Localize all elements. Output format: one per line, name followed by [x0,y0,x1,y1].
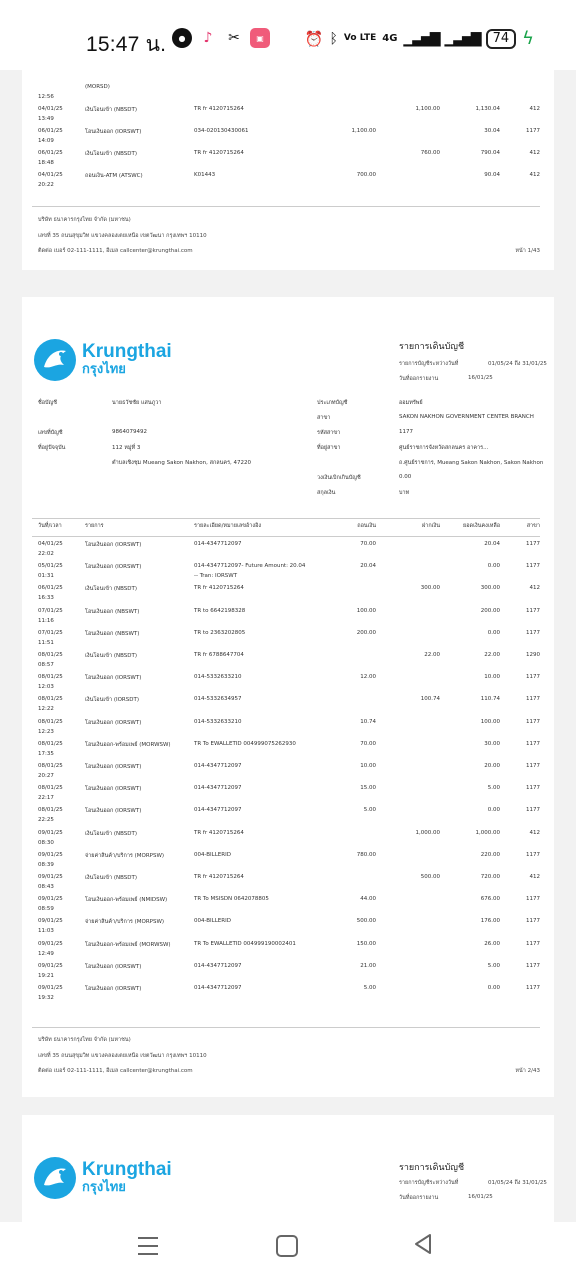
row-debit: 21.00 [360,962,376,969]
row-branch: 412 [529,106,540,112]
col-credit: ฝากเงิน [422,523,440,529]
row-channel: 014-4347712097 [194,785,242,792]
col-balance: ยอดเงินคงเหลือ [463,523,500,529]
footer-address: เลขที่ 35 ถนนสุขุมวิท แขวงคลองเตยเหนือ เขตวัฒนา กรุงเทพฯ 10110 [38,1053,207,1059]
row-debit: 20.04 [360,563,376,570]
row-description: (MORSD) [85,84,110,90]
row-branch: 1177 [526,696,540,703]
row-description: โอนเงินออก (IORSWT) [85,719,142,726]
info-left-label: ชื่อบัญชี [38,400,57,406]
row-channel: 004-BILLERID [194,918,231,925]
row-debit: 44.00 [360,896,376,903]
row-credit: 300.00 [420,585,440,592]
row-date: 08/01/25 [38,696,63,703]
row-description: เงินโอนเข้า (NBSDT) [85,875,137,881]
row-branch: 1177 [526,896,540,903]
footer-address: เลขที่ 35 ถนนสุขุมวิท แขวงคลองเตยเหนือ เขตวัฒนา กรุงเทพฯ 10110 [38,233,207,239]
row-branch: 1177 [526,807,540,814]
signal-strength-icon-2: ▁▃▅▇ [444,30,480,47]
lazada-app-icon: ▣ [250,28,270,48]
row-debit: 150.00 [356,940,376,947]
krungthai-logo [34,339,172,381]
row-description: จ่ายค่าสินค้า/บริการ (MORPSW) [85,852,165,859]
line-app-icon: ● [172,28,192,48]
document-title: รายการเดินบัญชี [399,1163,465,1173]
row-balance: 26.00 [484,940,500,947]
table-row [22,896,554,918]
row-time: 14:09 [38,138,54,144]
row-description: โอนเงินออก (IORSWT) [85,764,142,770]
row-description: โอนเงินออก (NBSWT) [85,608,140,615]
row-channel: TR To EWALLETID 004999190002401 [194,940,296,947]
row-date: 09/01/25 [38,896,63,903]
statement-page-3 [22,1115,554,1222]
row-debit: 15.00 [360,785,376,792]
row-date: 09/01/25 [38,985,63,991]
row-branch: 1177 [526,541,540,547]
info-left-value: 9864079492 [112,429,147,435]
info-right-value: 1177 [399,429,413,435]
row-branch: 1177 [526,851,540,858]
row-description: โอนเงินออก (IORSWT) [85,963,142,970]
info-right-value: ออมทรัพย์ [399,400,423,406]
info-right-label: สาขา [317,415,331,421]
info-left-value: นายธวัชชัย แสนภูวา [112,400,162,406]
table-row [22,830,554,852]
row-time: 11:03 [38,928,54,935]
row-balance: 90.04 [484,172,500,178]
row-time: 22:25 [38,817,54,824]
bluetooth-icon: ᛒ [329,30,338,47]
info-right-label: สกุลเงิน [317,490,336,496]
row-credit: 500.00 [420,874,440,880]
issue-date-value: 16/01/25 [468,1194,493,1200]
row-time: 11:16 [38,617,54,624]
row-channel: TR fr 4120715264 [194,150,244,156]
footer-divider [32,1027,540,1028]
info-right-value: SAKON NAKHON GOVERNMENT CENTER BRANCH [399,414,534,420]
row-branch: 1177 [526,985,540,991]
row-balance: 30.00 [484,740,500,747]
row-channel-extra: -- Tran: IORSWT [194,573,238,580]
row-date: 04/01/25 [38,172,63,178]
row-credit: 1,000.00 [415,829,440,836]
row-channel: TR fr 4120715264 [194,106,244,112]
row-date: 08/01/25 [38,785,63,792]
footer-company: บริษัท ธนาคารกรุงไทย จำกัด (มหาชน) [38,1037,131,1043]
row-branch: 1177 [526,629,540,636]
row-time: 22:17 [38,795,54,802]
info-right-value: ศูนย์ราชการจังหวัดสกลนคร อาคาร... [399,445,489,451]
table-row [22,128,554,150]
info-right-label: รหัสสาขา [317,430,341,436]
row-time: 12:22 [38,706,54,713]
volte-icon: Vo LTE [343,33,377,43]
col-datetime: วันที่/เวลา [38,523,62,529]
table-row [22,84,554,106]
info-left-value: ตำบลเชิงชุม Mueang Sakon Nakhon, สกลนคร, 47220 [112,460,252,466]
row-channel: TR fr 4120715264 [194,585,244,592]
row-branch: 1177 [526,918,540,925]
row-description: เงินโอนเข้า (NBSDT) [85,586,137,593]
table-row [22,652,554,674]
row-date: 06/01/25 [38,128,63,134]
row-balance: 200.00 [480,607,500,614]
row-date: 08/01/25 [38,740,63,747]
krungthai-bird-icon [34,1157,76,1199]
info-right-value: ถ.ศูนย์ราชการ, Mueang Sakon Nakhon, Sakon Nakhon [399,460,544,466]
row-date: 06/01/25 [38,150,63,156]
row-time: 20:22 [38,182,54,188]
info-right-label: ประเภทบัญชี [317,400,348,406]
row-time: 08:39 [38,861,54,868]
row-description: โอนเงินออก (IORSWT) [85,986,142,992]
row-description: โอนเงินออก (IORSWT) [85,129,142,135]
home-button[interactable] [276,1235,298,1257]
row-channel: 034-020130430061 [194,128,249,134]
row-time: 22:02 [38,551,54,557]
row-date: 07/01/25 [38,607,63,614]
network-type-label: 4G [382,33,398,44]
row-channel: TR to 2363202805 [194,629,246,636]
table-row [22,674,554,696]
issue-date-label: วันที่ออกรายงาน [399,376,439,382]
alarm-icon: ⏰ [304,29,324,48]
krungthai-bird-icon [34,339,76,381]
row-date: 09/01/25 [38,962,63,969]
row-time: 12:56 [38,94,54,100]
table-row [22,807,554,829]
table-row [22,963,554,985]
row-balance: 0.00 [487,629,500,636]
row-description: โอนเงินออก-พร้อมเพย์ (NMIDSW) [85,897,168,904]
row-date: 04/01/25 [38,106,63,112]
page-number: หน้า 1/43 [515,248,540,254]
capcut-app-icon: ✂ [224,28,244,48]
table-row [22,874,554,896]
row-time: 08:59 [38,906,54,913]
row-credit: 100.74 [420,696,440,703]
row-channel: 004-BILLERID [194,851,231,858]
row-balance: 30.04 [484,128,500,134]
row-date: 09/01/25 [38,874,63,880]
logo-text-th: กรุงไทย [82,362,126,377]
info-right-label: วงเงินเบิกเกินบัญชี [317,475,361,481]
row-balance: 10.00 [484,674,500,681]
row-balance: 720.00 [480,874,500,880]
logo-text-en: Krungthai [82,341,172,362]
row-time: 11:51 [38,639,54,646]
row-description: โอนเงินออก (NBSWT) [85,630,140,637]
row-branch: 1177 [526,563,540,570]
row-debit: 100.00 [356,607,376,614]
document-title: รายการเดินบัญชี [399,342,465,352]
row-branch: 412 [529,874,540,880]
period-value: 01/05/24 ถึง 31/01/25 [488,361,547,367]
row-balance: 220.00 [480,851,500,858]
battery-level: 74 [486,29,517,49]
row-debit: 700.00 [356,172,376,178]
row-time: 08:57 [38,662,54,668]
row-description: โอนเงินออก (IORSWT) [85,808,142,815]
row-channel: 014-5332633210 [194,718,242,725]
table-row [22,563,554,585]
row-debit: 1,100.00 [351,128,376,134]
col-channel: รายละเอียด/หมายเลขอ้างอิง [194,523,262,529]
table-row [22,719,554,741]
row-balance: 20.04 [484,541,500,547]
row-credit: 760.00 [420,150,440,156]
row-time: 12:49 [38,950,54,957]
row-balance: 110.74 [480,696,500,703]
row-balance: 22.00 [484,652,500,658]
row-time: 12:23 [38,728,54,735]
row-channel: TR to 6642198328 [194,607,246,614]
table-row [22,785,554,807]
signal-strength-icon: ▁▃▅▇ [403,30,439,47]
table-row [22,585,554,607]
row-channel: 014-5332633210 [194,674,242,681]
logo-text-th: กรุงไทย [82,1180,126,1195]
row-date: 07/01/25 [38,629,63,636]
footer-contact: ติดต่อ เบอร์ 02-111-1111, อีเมล callcenter@krungthai.com [38,248,193,254]
info-left-label: เลขที่บัญชี [38,430,63,436]
row-branch: 1177 [526,785,540,792]
row-channel: 014-4347712097 [194,541,242,547]
back-button[interactable] [413,1233,433,1255]
row-balance: 0.00 [487,985,500,991]
row-debit: 70.00 [360,541,376,547]
row-channel: K01443 [194,172,216,178]
table-row [22,918,554,940]
table-row [22,106,554,128]
table-row [22,608,554,630]
row-description: เงินโอนเข้า (NBSDT) [85,107,137,113]
table-row [22,852,554,874]
table-row [22,541,554,563]
row-balance: 5.00 [487,962,500,969]
row-description: โอนเงินออก-พร้อมเพย์ (MORWSW) [85,941,171,948]
row-debit: 5.00 [363,985,376,991]
row-channel: 014-4347712097 [194,985,242,991]
status-bar [0,0,576,70]
header-divider-bottom [32,536,540,537]
row-date: 08/01/25 [38,674,63,681]
row-time: 13:49 [38,116,54,122]
charging-bolt-icon: ϟ [522,28,534,49]
statement-page-1 [22,70,554,270]
table-row [22,941,554,963]
row-time: 01:31 [38,573,54,580]
row-date: 08/01/25 [38,807,63,814]
row-balance: 0.00 [487,807,500,814]
row-date: 09/01/25 [38,851,63,858]
row-channel: TR To MSISDN 0642078805 [194,896,269,903]
row-debit: 10.74 [360,718,376,725]
row-branch: 1177 [526,763,540,769]
row-channel: 014-5332634957 [194,696,242,703]
row-date: 05/01/25 [38,563,63,570]
row-date: 09/01/25 [38,918,63,925]
footer-contact: ติดต่อ เบอร์ 02-111-1111, อีเมล callcenter@krungthai.com [38,1068,193,1074]
row-date: 04/01/25 [38,541,63,547]
row-balance: 0.00 [487,563,500,570]
row-time: 16:33 [38,595,54,602]
table-row [22,630,554,652]
row-debit: 10.00 [360,763,376,769]
info-right-label: ที่อยู่สาขา [317,445,341,451]
row-date: 08/01/25 [38,718,63,725]
row-branch: 1177 [526,128,540,134]
row-time: 08:43 [38,884,54,890]
row-description: จ่ายค่าสินค้า/บริการ (MORPSW) [85,919,165,926]
row-description: โอนเงินออก-พร้อมเพย์ (MORWSW) [85,741,171,748]
row-balance: 20.00 [484,763,500,769]
info-left-label: ที่อยู่ปัจจุบัน [38,445,66,451]
table-row [22,763,554,785]
system-nav-bar [0,1222,576,1280]
row-description: โอนเงินออก (IORSWT) [85,675,142,682]
row-time: 18:48 [38,160,54,166]
row-description: โอนเงินออก (IORSWT) [85,786,142,793]
row-time: 08:30 [38,839,54,846]
row-date: 08/01/25 [38,763,63,769]
row-channel: TR fr 6788647704 [194,652,244,658]
row-description: เงินโอนเข้า (NBSDT) [85,830,137,837]
row-branch: 1290 [526,652,540,658]
row-date: 09/01/25 [38,940,63,947]
recent-apps-button[interactable] [138,1234,158,1256]
krungthai-logo [34,1157,172,1199]
row-debit: 5.00 [363,807,376,814]
row-time: 12:03 [38,684,54,691]
row-time: 19:21 [38,972,54,979]
row-branch: 412 [529,150,540,156]
row-debit: 780.00 [356,851,376,858]
notification-icons [172,28,270,48]
header-divider-top [32,518,540,519]
footer-company: บริษัท ธนาคารกรุงไทย จำกัด (มหาชน) [38,217,131,223]
period-label: รายการบัญชีระหว่างวันที่ [399,1180,459,1186]
row-balance: 790.04 [480,150,500,156]
table-row [22,741,554,763]
row-branch: 1177 [526,674,540,681]
row-branch: 412 [529,829,540,836]
row-branch: 412 [529,172,540,178]
row-credit: 1,100.00 [415,106,440,112]
row-channel: TR fr 4120715264 [194,829,244,836]
row-channel: 014-4347712097 [194,763,242,769]
col-branch: สาขา [526,523,540,529]
row-description: เงินโอนเข้า (NBSDT) [85,151,137,157]
row-description: โอนเงินออก (IORSWT) [85,542,142,548]
row-description: เงินโอนเข้า (NBSDT) [85,653,137,659]
row-date: 06/01/25 [38,585,63,592]
status-time: 15:47 น. [86,33,167,56]
row-debit: 500.00 [356,918,376,925]
row-channel: 014-4347712097 [194,962,242,969]
row-balance: 676.00 [480,896,500,903]
row-branch: 412 [529,585,540,592]
table-row [22,172,554,194]
page-number: หน้า 2/43 [515,1068,540,1074]
issue-date-label: วันที่ออกรายงาน [399,1195,439,1201]
info-left-value: 112 หมู่ที่ 3 [112,445,141,451]
row-branch: 1177 [526,940,540,947]
period-value: 01/05/24 ถึง 31/01/25 [488,1180,547,1186]
issue-date-value: 16/01/25 [468,375,493,381]
row-channel: 014-4347712097 [194,807,242,814]
row-description: ถอนเงิน-ATM (ATSWC) [85,173,143,179]
row-balance: 1,000.00 [475,829,500,836]
row-date: 08/01/25 [38,652,63,658]
info-right-value: 0.00 [399,474,412,480]
period-label: รายการบัญชีระหว่างวันที่ [399,361,459,367]
row-description: เงินโอนเข้า (IORSDT) [85,697,139,704]
system-indicators [305,28,534,49]
row-branch: 1177 [526,962,540,969]
row-description: โอนเงินออก (IORSWT) [85,564,142,571]
row-balance: 300.00 [480,585,500,592]
row-balance: 5.00 [487,785,500,792]
statement-page-2 [22,297,554,1097]
tiktok-app-icon: ♪ [198,28,218,48]
row-balance: 176.00 [480,918,500,925]
row-credit: 22.00 [424,652,440,658]
row-date: 09/01/25 [38,829,63,836]
row-balance: 1,130.04 [475,106,500,112]
row-time: 19:32 [38,995,54,1001]
table-row [22,696,554,718]
row-debit: 12.00 [360,674,376,681]
row-time: 17:35 [38,750,54,757]
footer-divider [32,206,540,207]
col-debit: ถอนเงิน [357,523,376,529]
table-row [22,985,554,1007]
row-channel: TR fr 4120715264 [194,874,244,880]
info-right-value: บาท [399,490,410,496]
row-time: 20:27 [38,773,54,779]
logo-text-en: Krungthai [82,1159,172,1180]
row-channel: TR To EWALLETID 004999075262930 [194,740,296,747]
row-branch: 1177 [526,740,540,747]
row-balance: 100.00 [480,718,500,725]
row-channel: 014-4347712097- Future Amount: 20.04 [194,563,306,570]
col-desc: รายการ [85,523,104,529]
row-branch: 1177 [526,718,540,725]
row-branch: 1177 [526,607,540,614]
table-row [22,150,554,172]
row-debit: 200.00 [356,629,376,636]
row-debit: 70.00 [360,740,376,747]
